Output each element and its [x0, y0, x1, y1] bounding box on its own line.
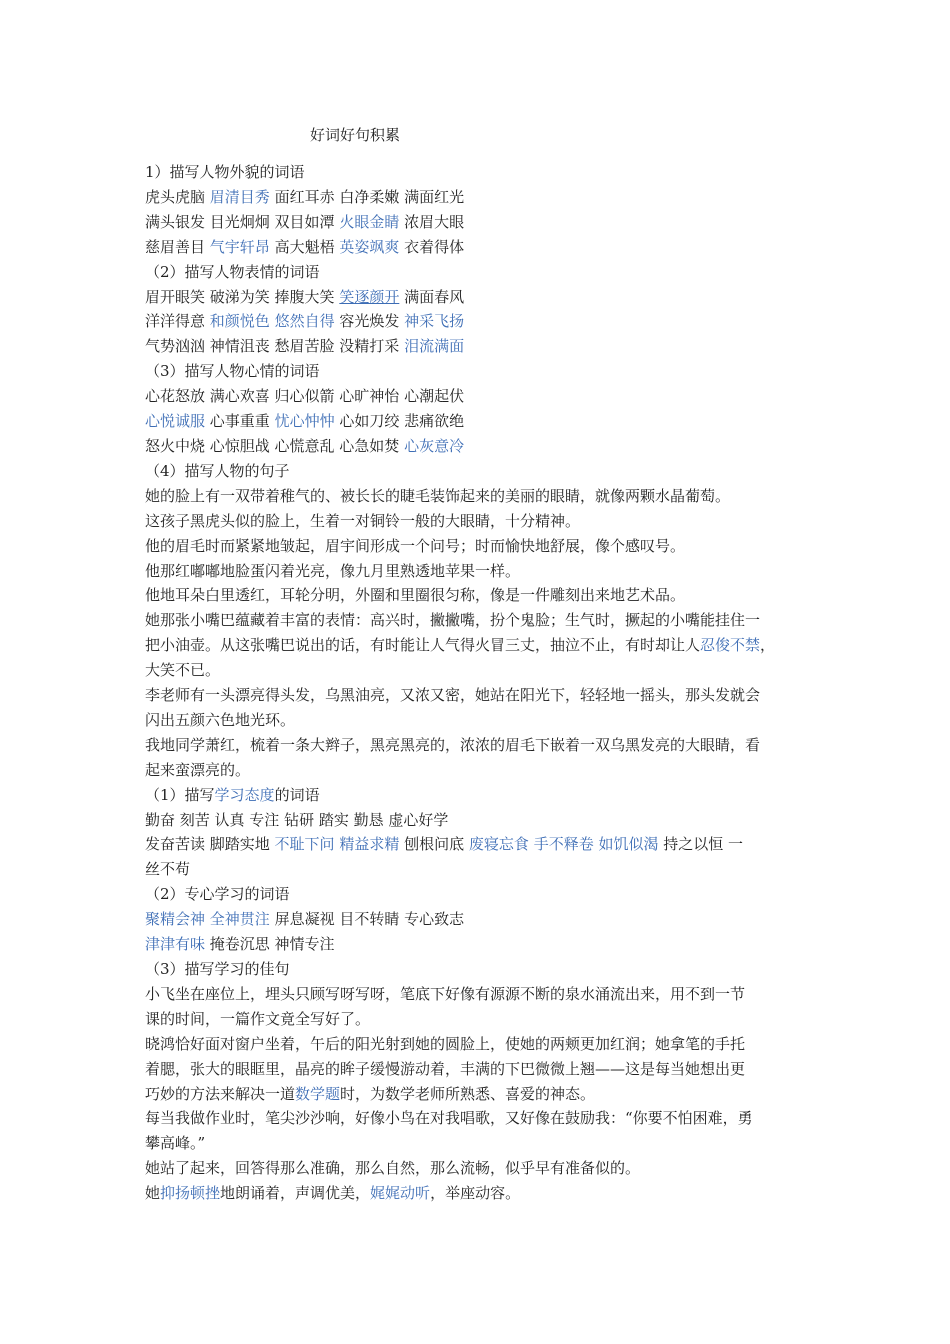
text-segment: 心花怒放 满心欢喜 归心似箭 心旷神怡 心潮起伏: [145, 387, 465, 406]
keyword-link[interactable]: 火眼金睛: [339, 212, 400, 231]
text-line: [145, 783, 815, 808]
text-segment: 心如刀绞 悲痛欲绝: [334, 412, 465, 431]
text-line: [145, 583, 815, 608]
text-line: [145, 832, 815, 857]
text-segment: ，举座动容。: [430, 1184, 521, 1203]
text-segment: 巧妙的方法来解决一道: [145, 1084, 296, 1103]
text-segment: 大笑不已。: [145, 661, 221, 680]
keyword-link[interactable]: 气宇轩昂: [209, 237, 270, 256]
keyword-link[interactable]: 忧心忡忡: [274, 412, 335, 431]
text-line: [145, 235, 815, 260]
text-segment: 气势汹汹 神情沮丧 愁眉苦脸 没精打采: [145, 337, 405, 356]
text-line: [145, 1106, 815, 1131]
text-segment: 她的脸上有一双带着稚气的、被长长的睫毛装饰起来的美丽的眼睛，就像两颗水晶葡萄。: [145, 486, 731, 505]
keyword-link[interactable]: 眉清目秀: [209, 187, 270, 206]
text-segment: 我地同学萧红，梳着一条大辫子，黑亮黑亮的，浓浓的眉毛下嵌着一双乌黑发亮的大眼睛，看: [145, 735, 761, 754]
text-segment: 攀高峰。”: [145, 1134, 206, 1153]
text-segment: 持之以恒 一: [658, 835, 744, 854]
text-line: [145, 857, 815, 882]
text-line: [145, 658, 815, 683]
keyword-link[interactable]: 泪流满面: [404, 337, 465, 356]
text-line: [145, 1156, 815, 1181]
text-segment: 虎头虎脑: [145, 187, 210, 206]
text-segment: ，: [760, 636, 776, 655]
text-segment: 浓眉大眼: [399, 212, 465, 231]
keyword-link[interactable]: 津津有味: [145, 935, 206, 954]
page-title: 好词好句积累: [309, 126, 400, 144]
text-line: [145, 534, 815, 559]
text-line: [145, 982, 815, 1007]
text-segment: 闪出五颜六色地光环。: [145, 710, 296, 729]
text-line: [145, 1181, 815, 1206]
text-segment: （1）描写: [145, 785, 215, 804]
keyword-link[interactable]: 娓娓动听: [370, 1184, 431, 1203]
keyword-link[interactable]: 神采飞扬: [404, 312, 465, 331]
text-line: [145, 882, 815, 907]
text-segment: 刨根问底: [399, 835, 469, 854]
text-line: [145, 758, 815, 783]
text-segment: 地朗诵着，声调优美，: [220, 1184, 371, 1203]
text-segment: 丝不苟: [145, 860, 191, 879]
text-line: [145, 185, 815, 210]
text-segment: 面红耳赤 白净柔嫩 满面红光: [269, 187, 465, 206]
text-segment: 时，为数学老师所熟悉、喜爱的神态。: [340, 1084, 596, 1103]
text-segment: 他那红嘟嘟地脸蛋闪着光亮，像九月里熟透地苹果一样。: [145, 561, 521, 580]
text-segment: （3）描写学习的佳句: [145, 960, 290, 978]
text-line: [145, 708, 815, 733]
text-segment: 她那张小嘴巴蕴藏着丰富的表情：高兴时，撇撇嘴，扮个鬼脸；生气时，撅起的小嘴能挂住一: [145, 611, 761, 630]
keyword-link[interactable]: 数学题: [295, 1084, 341, 1103]
text-segment: 容光焕发: [334, 312, 405, 331]
keyword-link[interactable]: 聚精会神: [145, 910, 206, 929]
text-segment: 每当我做作业时，笔尖沙沙响，好像小鸟在对我唱歌，又好像在鼓励我：“你要不怕困难，勇: [145, 1109, 753, 1128]
text-segment: 怒火中烧 心惊胆战 心慌意乱 心急如焚: [145, 436, 405, 455]
keyword-link[interactable]: 全神贯注: [209, 910, 270, 929]
text-segment: 的词语: [274, 785, 320, 804]
keyword-link[interactable]: 废寝忘食: [468, 835, 529, 854]
text-segment: （2）描写人物表情的词语: [145, 262, 320, 281]
keyword-link[interactable]: 英姿飒爽: [339, 237, 400, 256]
text-line: [145, 409, 815, 434]
text-line: [145, 957, 815, 982]
text-segment: 他地耳朵白里透红，耳轮分明，外圈和里圈很匀称，像是一件雕刻出来地艺术品。: [145, 586, 686, 605]
text-segment: （2）专心学习的词语: [145, 885, 290, 904]
text-line: [145, 260, 815, 285]
text-segment: 她: [145, 1184, 161, 1203]
keyword-link[interactable]: 手不释卷: [533, 835, 594, 854]
text-segment: 1）描写人物外貌的词语: [145, 163, 305, 181]
document-body: [145, 160, 815, 1206]
text-line: [145, 1057, 815, 1082]
keyword-link[interactable]: 抑扬顿挫: [160, 1184, 221, 1203]
text-segment: 眉开眼笑 破涕为笑 捧腹大笑: [145, 287, 340, 306]
text-line: [145, 210, 815, 235]
text-segment: 掩卷沉思 神情专注: [205, 935, 335, 954]
keyword-link[interactable]: 精益求精: [339, 835, 400, 854]
text-segment: 这孩子黑虎头似的脸上，生着一对铜铃一般的大眼睛，十分精神。: [145, 511, 581, 530]
text-segment: 慈眉善目: [145, 237, 210, 256]
text-line: [145, 334, 815, 359]
text-line: [145, 683, 815, 708]
text-segment: 满头银发 目光炯炯 双目如潭: [145, 212, 340, 231]
keyword-link[interactable]: 心悦诚服: [145, 412, 206, 431]
text-line: [145, 559, 815, 584]
keyword-link[interactable]: 笑逐颜开: [339, 287, 400, 306]
text-segment: 发奋苦读 脚踏实地: [145, 835, 275, 854]
text-line: [145, 608, 815, 633]
text-line: [145, 309, 815, 334]
text-segment: 洋洋得意: [145, 312, 210, 331]
text-line: [145, 1131, 815, 1156]
text-segment: 屏息凝视 目不转睛 专心致志: [269, 910, 465, 929]
text-segment: 他的眉毛时而紧紧地皱起，眉宇间形成一个问号；时而愉快地舒展，像个感叹号。: [145, 536, 686, 555]
text-line: [145, 907, 815, 932]
text-line: [145, 285, 815, 310]
text-line: [145, 1032, 815, 1057]
text-line: [145, 633, 815, 658]
text-segment: 着腮，张大的眼眶里，晶亮的眸子缓慢游动着，丰满的下巴微微上翘——这是每当她想出更: [145, 1059, 746, 1078]
text-segment: （3）描写人物心情的词语: [145, 362, 320, 381]
text-line: [145, 384, 815, 409]
keyword-link[interactable]: 心灰意冷: [404, 436, 465, 455]
keyword-link[interactable]: 学习态度: [214, 785, 275, 804]
text-segment: （4）描写人物的句子: [145, 461, 290, 480]
keyword-link[interactable]: 和颜悦色: [209, 312, 270, 331]
text-segment: 满面春风: [399, 287, 465, 306]
text-segment: 李老师有一头漂亮得头发，乌黑油亮，又浓又密，她站在阳光下，轻轻地一摇头，那头发就会: [145, 686, 761, 705]
text-segment: 她站了起来，回答得那么准确，那么自然，那么流畅，似乎早有准备似的。: [145, 1159, 641, 1178]
keyword-link[interactable]: 忍俊不禁: [700, 636, 761, 655]
text-segment: 心事重重: [205, 412, 275, 431]
text-segment: 起来蛮漂亮的。: [145, 760, 251, 779]
text-line: [145, 509, 815, 534]
text-segment: 高大魁梧: [269, 237, 340, 256]
keyword-link[interactable]: 不耻下问: [274, 835, 335, 854]
text-segment: 课的时间，一篇作文竟全写好了。: [145, 1009, 371, 1028]
text-line: [145, 434, 815, 459]
text-line: [145, 1007, 815, 1032]
text-line: [145, 1082, 815, 1107]
text-segment: 小飞坐在座位上，埋头只顾写呀写呀，笔底下好像有源源不断的泉水涌流出来，用不到一节: [145, 984, 746, 1003]
text-line: [145, 808, 815, 833]
text-line: [145, 932, 815, 957]
text-segment: 晓鸿恰好面对窗户坐着，午后的阳光射到她的圆脸上，使她的两颊更加红润；她拿笔的手托: [145, 1034, 746, 1053]
text-segment: 衣着得体: [399, 237, 465, 256]
text-line: [145, 733, 815, 758]
keyword-link[interactable]: 如饥似渴: [598, 835, 659, 854]
keyword-link[interactable]: 悠然自得: [274, 312, 335, 331]
text-line: [145, 459, 815, 484]
text-line: [145, 160, 815, 185]
text-segment: 把小油壶。从这张嘴巴说出的话，有时能让人气得火冒三丈，抽泣不止，有时却让人: [145, 636, 701, 655]
text-line: [145, 359, 815, 384]
text-line: [145, 484, 815, 509]
text-segment: 勤奋 刻苦 认真 专注 钻研 踏实 勤恳 虚心好学: [145, 810, 449, 829]
